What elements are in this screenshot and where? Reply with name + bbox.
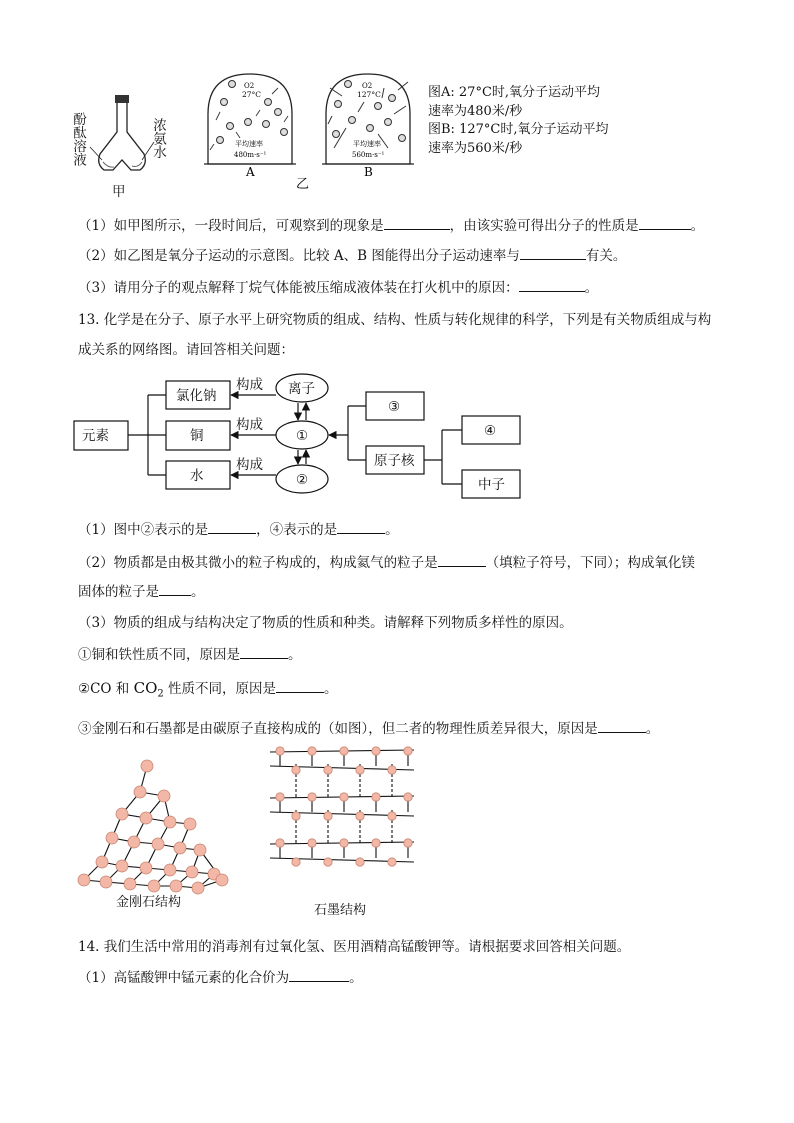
- carbon-atom: [340, 793, 348, 801]
- label-c1: ①: [296, 428, 309, 444]
- dome-b-temp: 127°C: [357, 90, 381, 99]
- q13-blank-2[interactable]: [337, 520, 385, 534]
- dome-a-temp: 27°C: [242, 90, 262, 99]
- q13-part2: （2）物质都是由极其微小的粒子构成的，构成氦气的粒子是 （填粒子符号，下同）；构成氧化镁: [78, 555, 695, 571]
- carbon-atom: [308, 747, 316, 755]
- carbon-atom: [372, 793, 380, 801]
- carbon-atom: [141, 760, 153, 772]
- jia-right-label: 浓氨水: [150, 118, 166, 159]
- carbon-atom: [164, 816, 176, 828]
- carbon-atom: [372, 747, 380, 755]
- q12-blank-2[interactable]: [639, 216, 691, 230]
- carbon-atom: [324, 858, 332, 866]
- carbon-atom: [340, 747, 348, 755]
- figure-jia: [68, 92, 178, 202]
- q13-stem-2: 成关系的网络图。请回答相关问题：: [78, 342, 294, 358]
- carbon-atom: [324, 766, 332, 774]
- carbon-atom: [164, 864, 176, 876]
- carbon-atom: [308, 793, 316, 801]
- carbon-atom: [292, 766, 300, 774]
- q12-part3: （3）请用分子的观点解释丁烷气体能被压缩成液体装在打火机中的原因： 。: [78, 280, 599, 296]
- q13-sub1: ①铜和铁性质不同，原因是 。: [78, 647, 302, 663]
- carbon-atom: [292, 812, 300, 820]
- carbon-atom: [388, 766, 396, 774]
- carbon-atom: [100, 876, 112, 888]
- dome-b-speed-label: 平均速率: [353, 140, 381, 148]
- label-nacl: 氯化钠: [176, 388, 217, 404]
- label-zhongzi: 中子: [478, 477, 505, 493]
- q13-part1: （1）图中②表示的是 ，④表示的是 。: [78, 522, 399, 538]
- carbon-atom: [184, 818, 196, 830]
- dome-a-gas: O2: [244, 82, 255, 90]
- carbon-atom: [404, 839, 412, 847]
- carbon-atom: [174, 842, 186, 854]
- jia-caption: 甲: [112, 184, 126, 200]
- legend-line-2: 速率为480米/秒: [428, 103, 523, 119]
- carbon-atom: [124, 878, 136, 890]
- q13-blank-1[interactable]: [208, 520, 256, 534]
- carbon-atom: [324, 812, 332, 820]
- q12-part2: （2）如乙图是氧分子运动的示意图。比较 A、B 图能得出分子运动速率与 有关。: [78, 248, 627, 264]
- carbon-atom: [308, 839, 316, 847]
- q13-sub3: ③金刚石和石墨都是由碳原子直接构成的（如图），但二者的物理性质差异很大，原因是 。: [78, 721, 660, 737]
- carbon-atom: [388, 812, 396, 820]
- carbon-atom: [404, 793, 412, 801]
- dome-a-speed-value: 480m·s⁻¹: [234, 151, 267, 159]
- q12-blank-3[interactable]: [520, 246, 586, 260]
- figure-legend: [428, 84, 608, 158]
- carbon-atom: [96, 856, 108, 868]
- yi-caption: 乙: [296, 177, 310, 192]
- label-gouchen-2: 构成: [236, 417, 263, 433]
- carbon-atom: [372, 839, 380, 847]
- carbon-atom: [128, 836, 140, 848]
- q13-blank-6[interactable]: [276, 679, 324, 693]
- carbon-atom: [152, 838, 164, 850]
- diamond-structure: [72, 752, 242, 912]
- carbon-atom: [106, 832, 118, 844]
- legend-line-1: 图A: 27°C时,氧分子运动平均: [428, 85, 601, 100]
- q12-part1: （1）如甲图所示，一段时间后，可观察到的现象是 ，由该实验可得出分子的性质是 。: [78, 218, 705, 234]
- label-yuanzihe: 原子核: [374, 453, 415, 469]
- q13-part2-cont: 固体的粒子是 。: [78, 584, 205, 600]
- composition-diagram: [70, 372, 530, 502]
- q13-blank-4[interactable]: [159, 582, 191, 596]
- graphite-structure: [262, 742, 422, 892]
- carbon-atom: [140, 812, 152, 824]
- label-c3: ③: [388, 399, 401, 415]
- label-yuansu: 元素: [82, 428, 109, 444]
- carbon-atom: [292, 858, 300, 866]
- carbon-atom: [158, 790, 170, 802]
- dome-b-caption: B: [364, 165, 373, 179]
- legend-line-3: 图B: 127°C时,氧分子运动平均: [428, 122, 609, 137]
- q13-part3: （3）物质的组成与结构决定了物质的性质和种类。请解释下列物质多样性的原因。: [78, 615, 573, 631]
- carbon-atom: [186, 866, 198, 878]
- q14-stem: 14. 我们生活中常用的消毒剂有过氧化氢、医用酒精高锰酸钾等。请根据要求回答相关问题。: [78, 939, 631, 955]
- label-water: 水: [190, 468, 204, 484]
- dome-a-caption: A: [246, 165, 255, 179]
- dome-b-gas: O2: [362, 82, 373, 90]
- legend-line-4: 速率为560米/秒: [428, 140, 523, 156]
- q12-blank-1[interactable]: [384, 216, 450, 230]
- carbon-atom: [356, 812, 364, 820]
- q14-part1: （1）高锰酸钾中锰元素的化合价为 。: [78, 970, 363, 986]
- carbon-atom: [356, 766, 364, 774]
- carbon-atom: [194, 844, 206, 856]
- label-lizi: 离子: [288, 381, 315, 397]
- label-c2: ②: [296, 472, 309, 488]
- carbon-atom: [388, 858, 396, 866]
- carbon-atom: [276, 793, 284, 801]
- carbon-atom: [276, 747, 284, 755]
- carbon-atom: [78, 874, 90, 886]
- label-gouchen-1: 构成: [236, 377, 263, 393]
- q13-blank-7[interactable]: [598, 719, 646, 733]
- q13-sub2: ②CO 和 $CO_2$ 性质不同，原因是 。: [78, 679, 338, 700]
- carbon-atom: [404, 747, 412, 755]
- jia-left-label: 酚酞溶液: [70, 112, 86, 166]
- carbon-atom: [134, 786, 146, 798]
- label-cu: 铜: [190, 428, 204, 444]
- graphite-caption: 石墨结构: [314, 903, 367, 918]
- q13-stem-1: 13. 化学是在分子、原子水平上研究物质的组成、结构、性质与转化规律的科学，下列是有关物质组成与构: [78, 312, 712, 328]
- q13-blank-5[interactable]: [240, 645, 288, 659]
- q14-blank-1[interactable]: [289, 968, 349, 982]
- figure-yi: [200, 72, 430, 192]
- carbon-atom: [356, 858, 364, 866]
- carbon-atom: [116, 808, 128, 820]
- q13-blank-3[interactable]: [438, 553, 486, 567]
- dome-b-speed-value: 560m·s⁻¹: [352, 151, 385, 159]
- carbon-atom: [192, 882, 204, 894]
- carbon-atom: [276, 839, 284, 847]
- diamond-caption: 金刚石结构: [116, 895, 182, 910]
- label-c4: ④: [484, 423, 497, 439]
- carbon-atom: [140, 862, 152, 874]
- carbon-atom: [216, 874, 228, 886]
- dome-a-speed-label: 平均速率: [235, 140, 263, 148]
- carbon-atom: [116, 860, 128, 872]
- carbon-atom: [340, 839, 348, 847]
- q12-blank-4[interactable]: [519, 278, 585, 292]
- label-gouchen-3: 构成: [236, 457, 263, 473]
